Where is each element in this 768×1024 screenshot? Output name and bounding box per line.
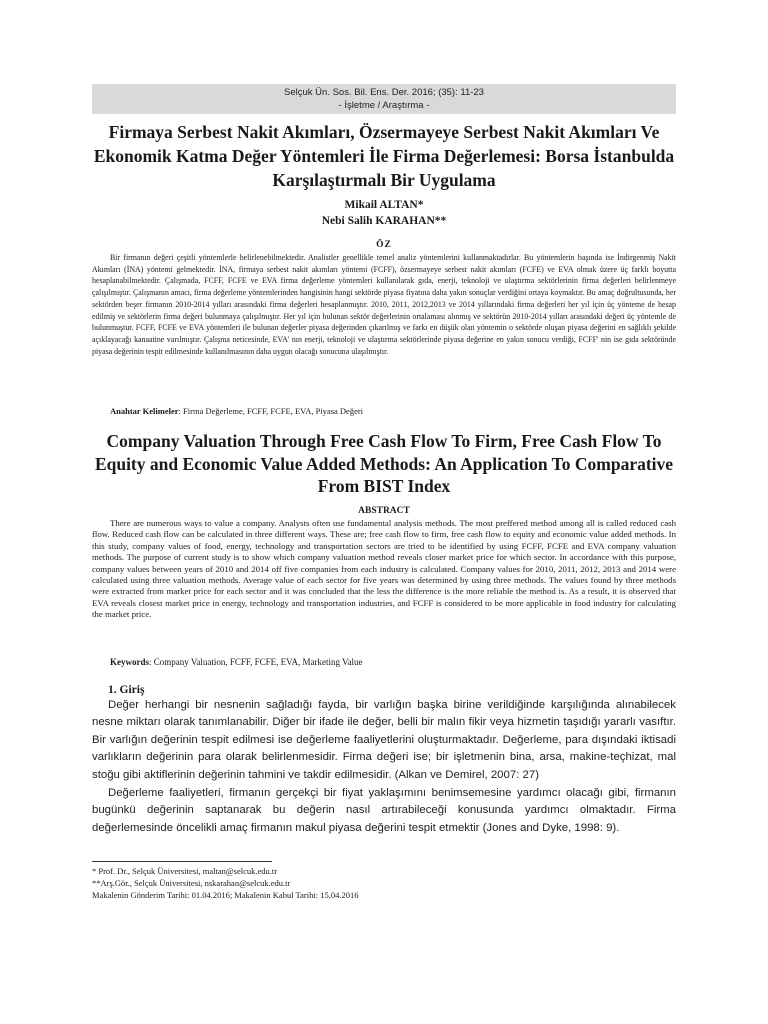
footnote-dates: Makalenin Gönderim Tarihi: 01.04.2016; Makalenin Kabul Tarihi: 15.04.2016 [92, 890, 359, 900]
oz-body: Bir firmanın değeri çeşitli yöntemlerle belirlenebilmektedir. Analistler genellikle temel analiz yöntemlerini kullanmaktadırlar. Bu yöntemlerin başında ise İndirgenmiş Nakit Akımları (İNA) yöntemi gelmektedir. İNA, firmaya serbest nakit akımları yöntemi (FCFF), özsermayeye serbest nakit akımları (FCFE) ve EVA olmak üzere üç farklı boyutta hesaplanabilmektedir. Çalışmada, FCFF, FCFE ve EVA firma değerleme yöntemleri kullanılarak gıda, enerji, teknoloji ve ulaştırma sektörlerinin firma değerleri belirlenmeye çalışılmıştır. Çalışmanın amacı, firma değerleme yöntemlerinden hangisinin hangi sektörde piyasa fiyatına daha yakın sonuçlar verdiğini ortaya koymaktır. Bu amaç doğrultusunda, her sektörden beşer firmanın 2010-2014 yılları arasındaki firma değerleri hesaplanmıştır. 2010, 2011, 2012,2013 ve 2014 yıllarındaki firma değerleri her yıl için üç yönteme de hesap edilmiş ve sektörlerin firma değeri bulunmaya çalışılmıştır. Her yıl için bulunan sektör değerlerinin ortalaması alınmış ve sektörün 2010-2014 yılları arasındaki değeri üç yöntemle de bulunmuştur. FCFF, FCFE ve EVA yöntemleri ile bulunan değerler piyasa değerinden çıkarılmış ve farkı en düşük olan yöntemin o sektörde oluşan piyasa değerini en sağlıklı şekilde açıklayacağı kanaatine varılmıştır. Çalışma neticesinde, EVA' nın enerji, teknoloji ve ulaştırma sektörlerinde piyasa değerine en yakın sonucu verdiği, FCFF' nin ise gıda sektöründe piyasa değerinin tespit edilmesinde kullanılmasının daha uygun olacağı sonucuna ulaşılmıştır. [92, 253, 676, 356]
abstract-heading: ABSTRACT [358, 506, 410, 516]
keywords-turkish-label: Anahtar Kelimeler [110, 406, 179, 416]
footnote-author-1: * Prof. Dr., Selçuk Üniversitesi, maltan@selcuk.edu.tr [92, 866, 278, 876]
journal-header [92, 84, 676, 114]
footnote-author-2: **Arş.Gör., Selçuk Üniversitesi, nskarahan@selcuk.edu.tr [92, 878, 291, 888]
journal-citation: Selçuk Ün. Sos. Bil. Ens. Der. 2016; (35): 11-23 [284, 87, 484, 98]
keywords-english [110, 656, 676, 668]
keywords-turkish-list: : Firma Değerleme, FCFF, FCFE, EVA, Piyasa Değeri [178, 406, 364, 416]
keywords-english-label: Keywords [110, 657, 149, 667]
journal-section: - İşletme / Araştırma - [338, 100, 430, 111]
oz-heading: ÖZ [376, 240, 392, 250]
author-1: Mikail ALTAN* [344, 199, 424, 211]
author-2: Nebi Salih KARAHAN** [321, 215, 447, 227]
title-turkish: Firmaya Serbest Nakit Akımları, Özsermayeye Serbest Nakit Akımları Ve Ekonomik Katma Değer Yöntemleri İle Firma Değerlemesi: Borsa İstanbulda Karşılaştırmalı Bir Uygulama [93, 122, 675, 190]
footnote-divider [92, 861, 272, 862]
intro-paragraph-1: Değer herhangi bir nesnenin sağladığı fayda, bir varlığın başka birine verildiğinde karşılığında alınabilecek nesne miktarı olarak tanımlanabilir. Diğer bir ifade ile değer, belli bir malın fikir veya hizmetin taşıdığı yararlı vasıftır. Bir varlığın değerinin tespit edilmesi ise değerleme faaliyetlerini oluşturmaktadır. Değerleme, para dışındaki iktisadi varlıkların değerinin para olarak belirlenmesidir. Firma değeri ise; bir işletmenin bina, arsa, makine-teçhizat, mal stoğu gibi aktiflerinin değerinin tahmini ve takdir edilmesidir. (Alkan ve Demirel, 2007: 27) [92, 699, 676, 781]
author-block [80, 197, 688, 229]
keywords-english-list: : Company Valuation, FCFF, FCFE, EVA, Marketing Value [149, 657, 363, 667]
abstract-body: There are numerous ways to value a company. Analysts often use fundamental analysis methods. The most preffered method among all is called reduced cash flow. Reduced cash flow can be calculated in three different ways. These are; free cash flow to firm, free cash flow to equity and economic value added methods. In this study, company values of food, energy, technology and transportation sectors are tried to be identified by using FCFF, FCFE and EVA company valuation methods. The purpose of current study is to show which company valuation method reveals closer market price for which sector. In accordance with this purpose, company values between years of 2010 and 2014 off five companies from each industry is calculated. Company values for 2010, 2011, 2012, 2013 and 2014 were calculated using three valuation methods. Average value of each sector for five years was determined by using three methods. The values found by three methods were extracted from market price for each sector and it was concluded that the less the difference is the more reliable the method is. As a result, it is observed that EVA reveals closest market price in energy, technology and transportation industries, and FCFF is considered to be more applicable in food industry for calculating the market price. [92, 518, 676, 620]
keywords-turkish [110, 405, 676, 417]
intro-paragraph-2: Değerleme faaliyetleri, firmanın gerçekçi bir fiyat yaklaşımını benimsemesine yardımcı olacağı gibi, firmanın bugünkü değerinin saptanarak bu değerin nasıl artırabileceği konusunda yardımcı olmaktadır. Firma değerlemesinde öncelikli amaç firmanın makul piyasa değerini tespit etmektir (Jones and Dyke, 1998: 9). [92, 787, 676, 834]
title-english: Company Valuation Through Free Cash Flow To Firm, Free Cash Flow To Equity and Economic Value Added Methods: An Application To Comparative From BIST Index [94, 431, 674, 496]
section-heading-giris: 1. Giriş [108, 684, 145, 696]
